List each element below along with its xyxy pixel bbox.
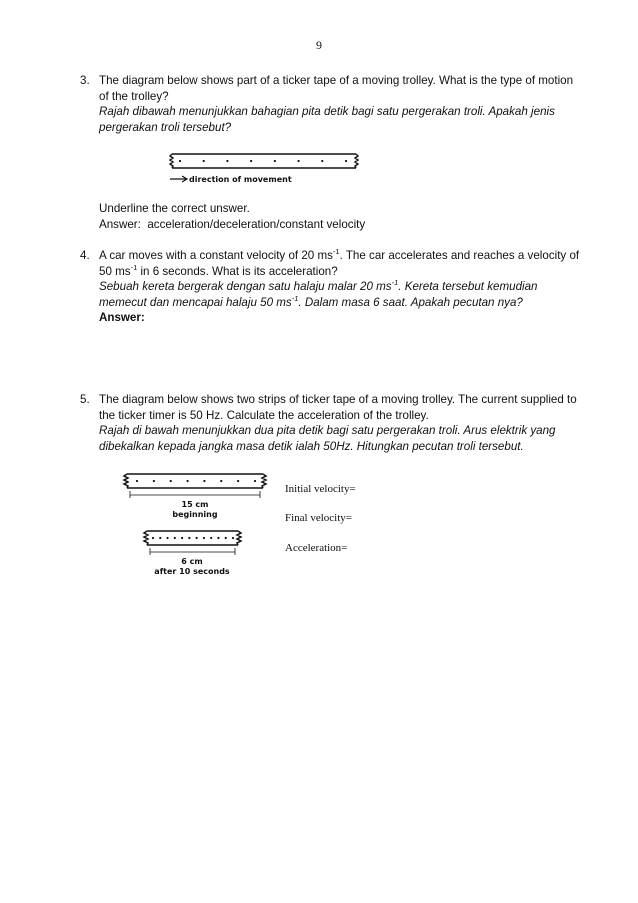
- question-5: [80, 392, 580, 454]
- answer-label: Answer:: [99, 311, 145, 325]
- ticker-dot: [203, 537, 205, 539]
- ticker-dot: [159, 537, 161, 539]
- tape-2-dimension: [150, 548, 235, 555]
- ticker-dot: [217, 537, 219, 539]
- ticker-dot: [220, 480, 222, 482]
- ticker-dot: [210, 537, 212, 539]
- tape-1-outline: [124, 474, 266, 488]
- tape-1-dots: [136, 480, 256, 482]
- tape-1-caption: beginning: [172, 510, 218, 519]
- ticker-dot: [250, 160, 252, 162]
- ticker-dot: [237, 480, 239, 482]
- question-text-english: The diagram below shows part of a ticker tape of a moving trolley. What is the type of motion of the trolley?: [99, 74, 574, 103]
- ticker-dot: [225, 537, 227, 539]
- ticker-dot: [188, 537, 190, 539]
- question-number: 4.: [80, 249, 90, 262]
- acceleration-label: Acceleration=: [285, 542, 348, 554]
- ticker-dot: [153, 480, 155, 482]
- final-velocity-label: Final velocity=: [285, 512, 352, 524]
- ticker-dot: [254, 480, 256, 482]
- question-3-answer: [80, 201, 580, 232]
- tape-1-dimension: [130, 491, 260, 498]
- question-3: [80, 73, 580, 135]
- ticker-dot: [203, 480, 205, 482]
- question-4: [80, 248, 580, 326]
- instruction-text: Underline the correct unswer.: [99, 202, 250, 215]
- question-text-english: The diagram below shows two strips of ticker tape of a moving trolley. The current supplied to the ticker timer is 50 Hz. Calculate the acceleration of the trolley.: [99, 393, 577, 422]
- ticker-tape-diagram: [166, 150, 366, 186]
- ticker-dot: [345, 160, 347, 162]
- ticker-dot: [226, 160, 228, 162]
- ticker-dot: [179, 160, 181, 162]
- ticker-dot: [321, 160, 323, 162]
- two-tickers-diagram: [115, 470, 275, 585]
- ticker-dot: [196, 537, 198, 539]
- ticker-dot: [170, 480, 172, 482]
- ticker-dot: [174, 537, 176, 539]
- answer-line: [99, 217, 580, 233]
- tape-outline: [170, 154, 358, 168]
- ticker-dot: [232, 537, 234, 539]
- ticker-dot: [297, 160, 299, 162]
- tape-dots: [179, 160, 347, 162]
- tape-2-length: 6 cm: [181, 557, 203, 566]
- diagram-label: direction of movement: [189, 175, 292, 184]
- question-number: 3.: [80, 74, 90, 87]
- tape-1-length: 15 cm: [181, 500, 209, 509]
- question-text-malay: Rajah dibawah menunjukkan bahagian pita detik bagi satu pergerakan troli. Apakah jenis pergerakan troli tersebut?: [99, 105, 555, 134]
- tape-2-caption: after 10 seconds: [154, 567, 230, 576]
- question-number: 5.: [80, 393, 90, 406]
- ticker-dot: [166, 537, 168, 539]
- ticker-dot: [186, 480, 188, 482]
- arrow-icon: [170, 176, 187, 182]
- ticker-dot: [274, 160, 276, 162]
- ticker-dot: [203, 160, 205, 162]
- ticker-dot: [136, 480, 138, 482]
- question-text-english: A car moves with a constant velocity of 20 $ms^{-1}$. The car accelerates and reaches a velocity of 50 $ms^{-1}$ in 6 seconds. What is its acceleration?: [99, 247, 580, 278]
- ticker-dot: [181, 537, 183, 539]
- page-number: 9: [316, 38, 322, 52]
- tape-2-dots: [152, 537, 234, 539]
- ticker-dot: [152, 537, 154, 539]
- answer-options: acceleration/deceleration/constant velocity: [147, 217, 366, 231]
- question-text-malay: Sebuah kereta bergerak dengan satu halaju malar 20 $ms^{-1}$. Kereta tersebut kemudian memecut dan mencapai halaju 50 $ms^{-1}$. Dalam masa 6 saat. Apakah pecutan nya?: [99, 278, 538, 309]
- initial-velocity-label: Initial velocity=: [285, 483, 356, 495]
- question-text-malay: Rajah di bawah menunjukkan dua pita detik bagi satu pergerakan troli. Arus elektrik yang dibekalkan kepada jangka masa detik ialah 50Hz. Hitungkan pecutan troli tersebut.: [99, 424, 556, 453]
- answer-label: Answer:: [99, 217, 141, 231]
